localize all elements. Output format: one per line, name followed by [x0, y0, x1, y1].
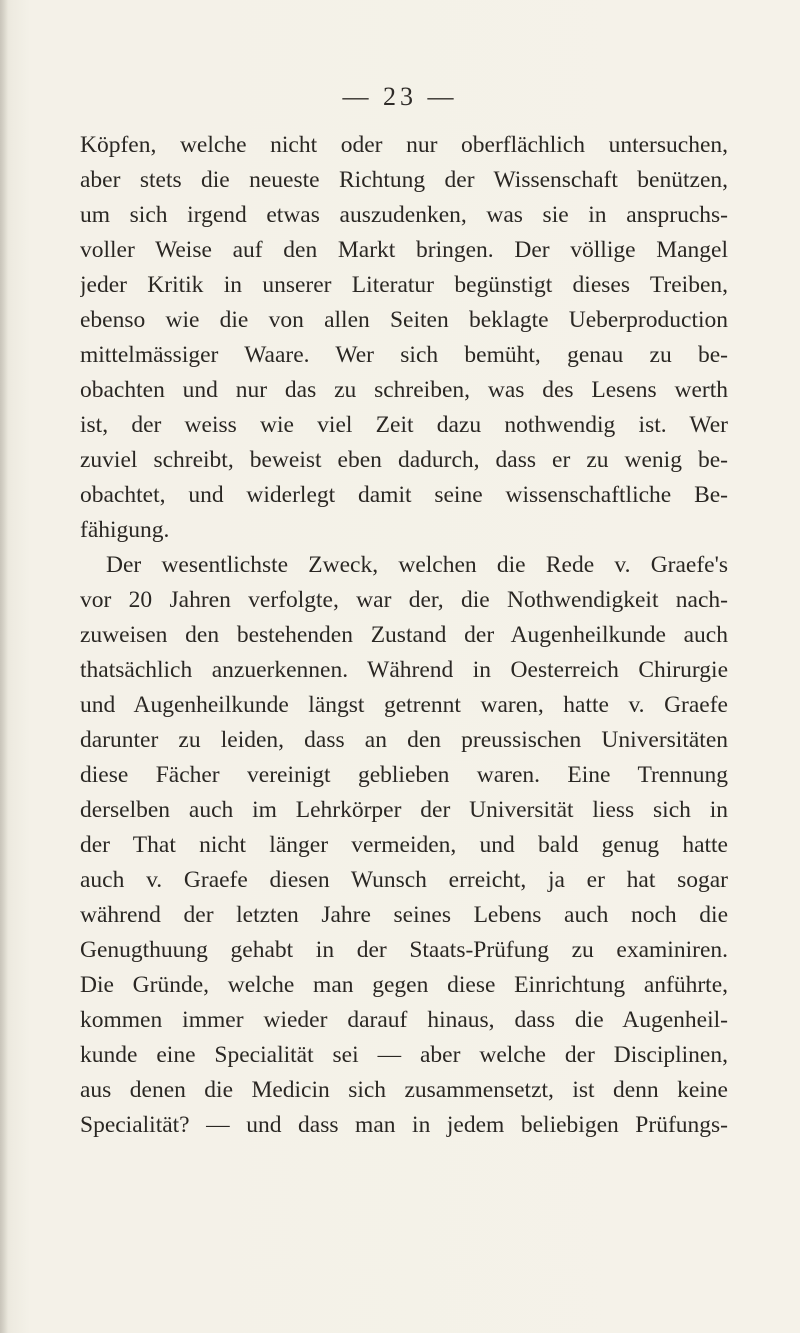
text-line: kommen immer wieder darauf hinaus, dass die Augenheil- [80, 1007, 728, 1033]
text-line: ebenso wie die von allen Seiten beklagte Ueberproduction [80, 307, 728, 333]
text-line: um sich irgend etwas auszudenken, was sie in anspruchs- [80, 202, 728, 228]
text-line: mittelmässiger Waare. Wer sich bemüht, genau zu be- [80, 342, 728, 368]
text-line: Specialität? — und dass man in jedem beliebigen Prüfungs- [80, 1112, 728, 1138]
text-line: und Augenheilkunde längst getrennt waren, hatte v. Graefe [80, 692, 728, 718]
text-line: während der letzten Jahre seines Lebens auch noch die [80, 902, 728, 928]
text-line: fähigung. [80, 517, 170, 543]
text-line: jeder Kritik in unserer Literatur begünstigt dieses Treiben, [80, 272, 728, 298]
text-line: zuweisen den bestehenden Zustand der Augenheilkunde auch [80, 622, 728, 648]
text-line: obachtet, und widerlegt damit seine wissenschaftliche Be- [80, 482, 728, 508]
text-line: Die Gründe, welche man gegen diese Einrichtung anführte, [80, 972, 728, 998]
text-line: aus denen die Medicin sich zusammensetzt, ist denn keine [80, 1077, 728, 1103]
page-number: — 23 — [342, 82, 458, 111]
text-line: auch v. Graefe diesen Wunsch erreicht, ja er hat sogar [80, 867, 728, 893]
text-line: Genugthuung gehabt in der Staats-Prüfung zu examiniren. [80, 937, 728, 963]
text-line: voller Weise auf den Markt bringen. Der völlige Mangel [80, 237, 728, 263]
text-line: ist, der weiss wie viel Zeit dazu nothwendig ist. Wer [80, 412, 728, 438]
text-line: derselben auch im Lehrkörper der Universität liess sich in [80, 797, 728, 823]
text-line: aber stets die neueste Richtung der Wissenschaft benützen, [80, 167, 728, 193]
text-line: kunde eine Specialität sei — aber welche der Disciplinen, [80, 1042, 728, 1068]
page-edge-shadow [0, 0, 8, 1333]
text-line: darunter zu leiden, dass an den preussischen Universitäten [80, 727, 728, 753]
text-line: obachten und nur das zu schreiben, was des Lesens werth [80, 377, 728, 403]
text-line: vor 20 Jahren verfolgte, war der, die Nothwendigkeit nach- [80, 587, 728, 613]
text-line: diese Fächer vereinigt geblieben waren. Eine Trennung [80, 762, 728, 788]
text-line: thatsächlich anzuerkennen. Während in Oesterreich Chirurgie [80, 657, 728, 683]
text-line: der That nicht länger vermeiden, und bald genug hatte [80, 832, 728, 858]
text-line: zuviel schreibt, beweist eben dadurch, dass er zu wenig be- [80, 447, 728, 473]
body-text [80, 128, 728, 1143]
text-line: Köpfen, welche nicht oder nur oberflächlich untersuchen, [80, 132, 728, 158]
paragraph-start-line: Der wesentlichste Zweck, welchen die Rede v. Graefe's [106, 552, 728, 578]
